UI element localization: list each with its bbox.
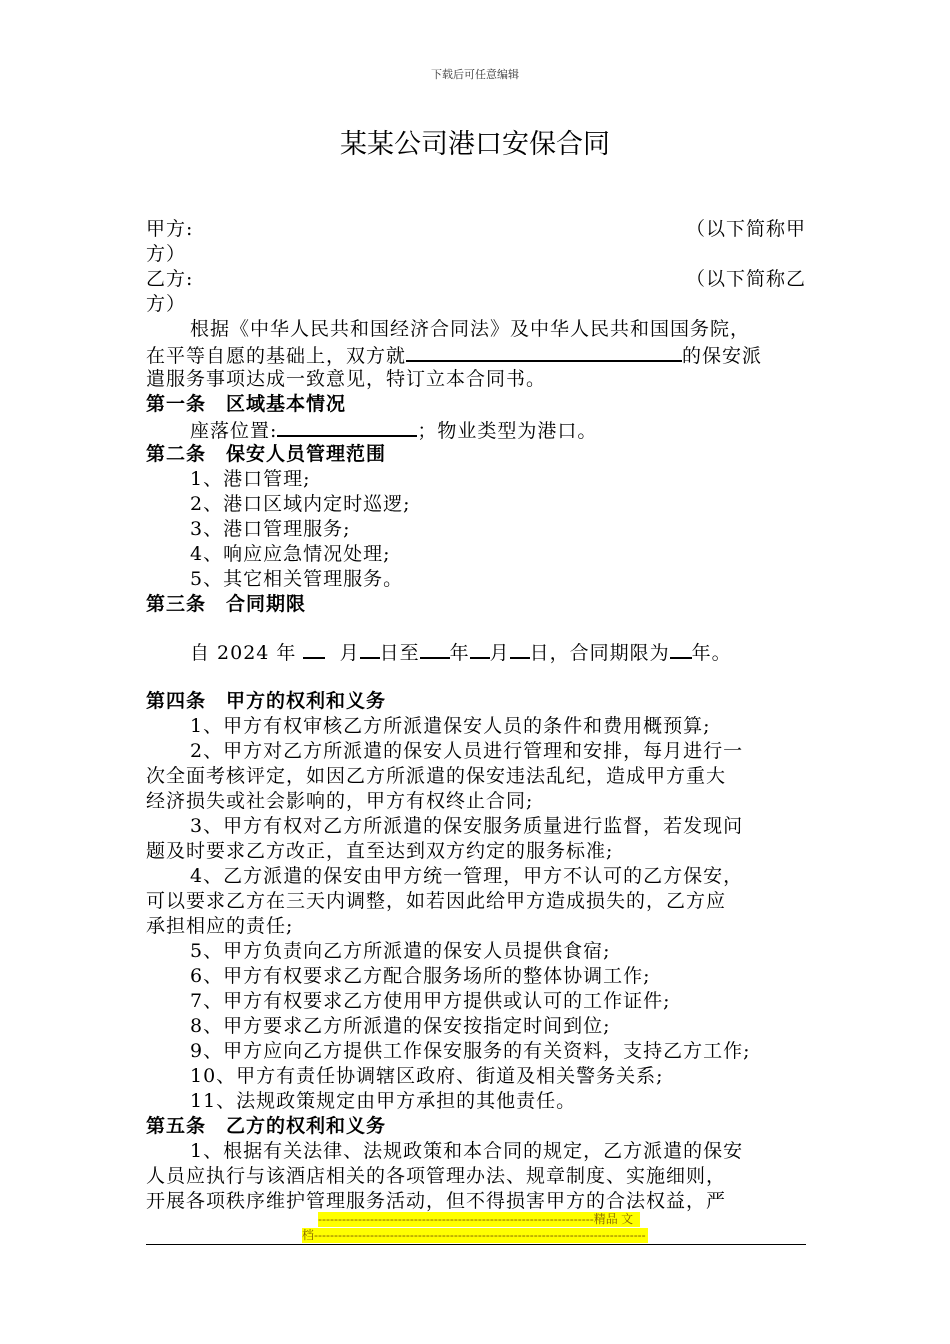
intro-line-2a: 在平等自愿的基础上，双方就 [146, 345, 407, 367]
location-suffix: ；物业类型为港口。 [417, 420, 598, 442]
term-line [190, 639, 806, 666]
term-text: 年。 [691, 642, 732, 664]
text-line: 2、甲方对乙方所派遣的保安人员进行管理和安排，每月进行一 [190, 740, 744, 762]
term-text: 自 2024 年 [190, 642, 304, 664]
term-text: 日至 [379, 642, 420, 664]
text-line: 承担相应的责任; [146, 915, 294, 937]
header-note: 下载后可任意编辑 [431, 68, 519, 81]
article-4-heading: 第四条 甲方的权利和义务 [146, 690, 387, 712]
text-line: 9、甲方应向乙方提供工作保安服务的有关资料，支持乙方工作; [190, 1040, 751, 1062]
party-a-label: 甲方: [146, 218, 194, 240]
intro-line-2b: 的保安派 [682, 345, 763, 367]
text-line: 5、甲方负责向乙方所派遣的保安人员提供食宿; [190, 940, 611, 962]
article-2-heading: 第二条 保安人员管理范围 [146, 443, 387, 465]
list-item: 5、其它相关管理服务。 [190, 568, 404, 590]
location-line [190, 417, 806, 444]
footer-rule [146, 1244, 806, 1245]
article-5-heading: 第五条 乙方的权利和义务 [146, 1115, 387, 1137]
text-line: 3、甲方有权对乙方所派遣的保安服务质量进行监督，若发现问 [190, 815, 744, 837]
document-title: 某某公司港口安保合同 [340, 129, 610, 160]
list-item: 2、港口区域内定时巡逻; [190, 493, 411, 515]
text-line: 6、甲方有权要求乙方配合服务场所的整体协调工作; [190, 965, 651, 987]
blank-location-field[interactable] [277, 417, 417, 437]
footer-watermark-line-2: 档----------------------------------------------------------------------------------- [302, 1228, 648, 1243]
text-line: 可以要求乙方在三天内调整，如若因此给甲方造成损失的，乙方应 [146, 890, 727, 912]
text-line: 11、法规政策规定由甲方承担的其他责任。 [190, 1090, 577, 1112]
party-b-suffix: （以下简称乙 [685, 268, 806, 290]
text-line: 经济损失或社会影响的，甲方有权终止合同; [146, 790, 534, 812]
text-line: 10、甲方有责任协调辖区政府、街道及相关警务关系; [190, 1065, 664, 1087]
text-line: 8、甲方要求乙方所派遣的保安按指定时间到位; [190, 1015, 611, 1037]
list-item: 4、响应应急情况处理; [190, 543, 391, 565]
text-line: 1、甲方有权审核乙方所派遣保安人员的条件和费用概预算; [190, 715, 711, 737]
text-line: 开展各项秩序维护管理服务活动，但不得损害甲方的合法权益，严 [146, 1190, 727, 1212]
party-b-label: 乙方: [146, 268, 194, 290]
list-item: 1、港口管理; [190, 468, 311, 490]
text-line: 1、根据有关法律、法规政策和本合同的规定，乙方派遣的保安 [190, 1140, 744, 1162]
footer-watermark-line-1: ---------------------------------------------------------------------精品 文 [318, 1212, 640, 1227]
party-a-suffix: （以下简称甲 [685, 218, 806, 240]
blank-field[interactable] [510, 639, 530, 659]
intro-line-2 [146, 342, 806, 369]
text-line: 题及时要求乙方改正，直至达到双方约定的服务标准; [146, 840, 614, 862]
text-line: 人员应执行与该酒店相关的各项管理办法、规章制度、实施细则， [146, 1165, 727, 1187]
party-a-line [146, 217, 806, 242]
blank-field[interactable] [303, 639, 325, 659]
blank-field[interactable] [670, 639, 692, 659]
term-text: 月 [489, 642, 510, 664]
blank-service-field[interactable] [406, 342, 682, 362]
term-text: 日，合同期限为 [529, 642, 670, 664]
text-line: 7、甲方有权要求乙方使用甲方提供或认可的工作证件; [190, 990, 671, 1012]
party-b-suffix2: 方） [146, 293, 187, 315]
location-label: 座落位置: [190, 420, 278, 442]
term-text: 月 [339, 642, 360, 664]
intro-line-1: 根据《中华人民共和国经济合同法》及中华人民共和国国务院， [190, 318, 751, 340]
article-1-heading: 第一条 区域基本情况 [146, 393, 347, 415]
blank-field[interactable] [360, 639, 380, 659]
blank-field[interactable] [470, 639, 490, 659]
text-line: 次全面考核评定，如因乙方所派遣的保安违法乱纪，造成甲方重大 [146, 765, 727, 787]
blank-field[interactable] [420, 639, 450, 659]
article-3-heading: 第三条 合同期限 [146, 593, 307, 615]
party-b-line [146, 267, 806, 292]
text-line: 4、乙方派遣的保安由甲方统一管理，甲方不认可的乙方保安， [190, 865, 744, 887]
term-text: 年 [449, 642, 470, 664]
party-a-suffix2: 方） [146, 243, 187, 265]
intro-line-3: 遣服务事项达成一致意见，特订立本合同书。 [146, 368, 547, 390]
list-item: 3、港口管理服务; [190, 518, 351, 540]
